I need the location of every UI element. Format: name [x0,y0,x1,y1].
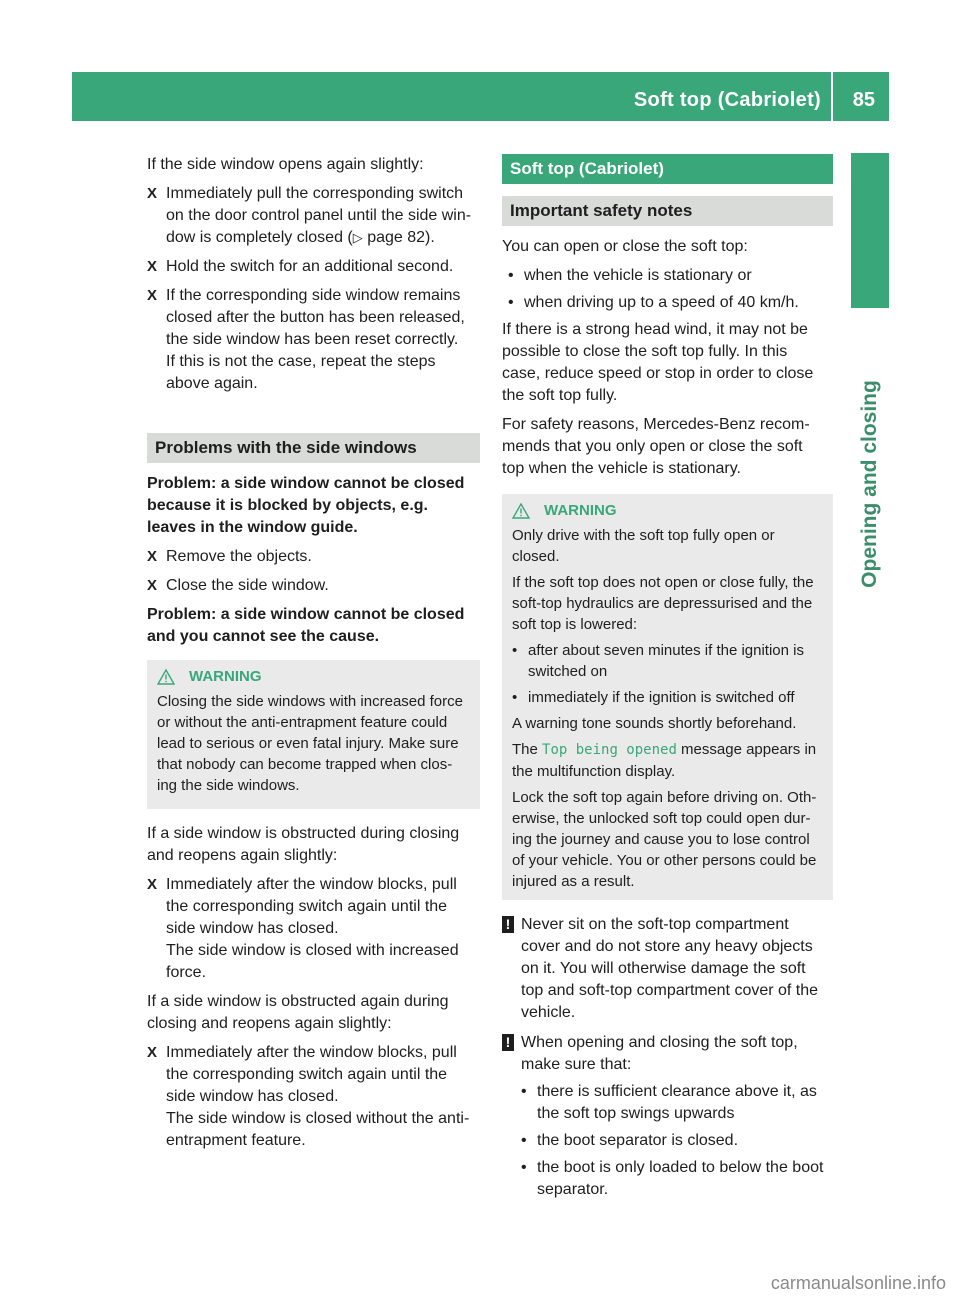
watermark: carmanualsonline.info [770,1273,946,1293]
exclamation-icon: ! [502,1034,514,1051]
list-item: • there is sufficient clearance above it, as the soft top swings upwards [521,1081,833,1125]
section-heading: Problems with the side windows [147,433,480,463]
page-number: 85 [852,89,875,111]
list-item: • when the vehicle is stationary or [508,265,833,287]
warning-text: If the soft top does not open or close fully, the soft-top hydraulics are depressurised and the soft top is lowered: [512,574,814,633]
problem-heading: Problem: a side window cannot be closed and you cannot see the cause. [147,606,465,645]
list-item: • when driving up to a speed of 40 km/h. [508,292,833,314]
caution-note: ! When opening and closing the soft top, make sure that: • there is sufficient clearance above it, as the soft top swings upwards • the boot separator is closed. • the boot is only loaded to below the boot separator. [502,1032,833,1201]
intro-text: You can open or close the soft top: [502,238,748,255]
list-item: • the boot separator is closed. [521,1130,833,1152]
warning-text: Lock the soft top again before driving on. Oth- erwise, the unlocked soft top could open dur- ing the journey and cause you to lose control of your vehicle. You or other persons could be injured as a result. [512,789,817,890]
instruction-step: X Immediately after the window blocks, pull the corresponding switch again until the side window has closed. The side window is closed without the anti- entrapment feature. [147,1042,480,1152]
display-message: Top being opened [542,742,677,758]
intro-text: If the side window opens again slightly: [147,156,424,173]
list-item: • after about seven minutes if the ignition is switched on [512,640,825,682]
instruction-step: X Close the side window. [147,575,480,597]
paragraph: For safety reasons, Mercedes-Benz recom- mends that you only open or close the soft top when the vehicle is stationary. [502,416,810,477]
warning-text: Closing the side windows with increased force or without the anti-entrapment feature could lead to serious or even fatal injury. Make sure that nobody can become trapped when clos- ing the side windows. [157,693,463,794]
paragraph: If a side window is obstructed again during closing and reopens again slightly: [147,993,449,1032]
page-reference-link[interactable]: page 82). [362,229,435,246]
list-item: • immediately if the ignition is switched off [512,687,825,708]
warning-box [147,660,480,809]
paragraph: If a side window is obstructed during closing and reopens again slightly: [147,825,460,864]
subsection-heading: Important safety notes [502,196,833,226]
problem-heading: Problem: a side window cannot be closed because it is blocked by objects, e.g. leaves in the window guide. [147,475,465,536]
warning-box [502,494,833,900]
running-title: Soft top (Cabriolet) [633,89,821,111]
warning-triangle-icon [512,503,530,519]
instruction-step: X Hold the switch for an additional second. [147,256,480,278]
caution-note: ! Never sit on the soft-top compartment cover and do not store any heavy objects on it. You will otherwise damage the soft top and soft-top compartment cover of the vehicle. [502,914,833,1024]
right-column [502,154,833,1209]
instruction-step: X If the corresponding side window remains closed after the button has been released, the side window has been reset correctly. If this is not the case, repeat the steps above again. [147,285,480,395]
warning-text: Only drive with the soft top fully open or closed. [512,527,775,565]
chapter-label: Opening and closing [858,380,881,588]
chapter-tab [851,153,889,308]
page-header [72,72,889,121]
page-reference-icon: ▷ [352,230,363,245]
section-heading: Soft top (Cabriolet) [502,154,833,184]
paragraph: If there is a strong head wind, it may not be possible to close the soft top fully. In this case, reduce speed or stop in order to close the soft top fully. [502,321,814,404]
instruction-step: X Immediately after the window blocks, pull the corresponding switch again until the side window has closed. The side window is closed with increased force. [147,874,480,984]
warning-text: The Top being opened message appears in the multifunction display. [512,741,817,780]
instruction-step: X Remove the objects. [147,546,480,568]
warning-text: A warning tone sounds shortly beforehand. [512,715,797,732]
exclamation-icon: ! [502,916,514,933]
header-separator [831,72,833,121]
warning-title: WARNING [544,502,617,519]
warning-triangle-icon [157,669,175,685]
instruction-step: X Immediately pull the corresponding switch on the door control panel until the side win- dow is completely closed (▷ page 82). [147,183,480,249]
list-item: • the boot is only loaded to below the boot separator. [521,1157,833,1201]
warning-title: WARNING [189,668,262,685]
left-column [147,154,480,1159]
